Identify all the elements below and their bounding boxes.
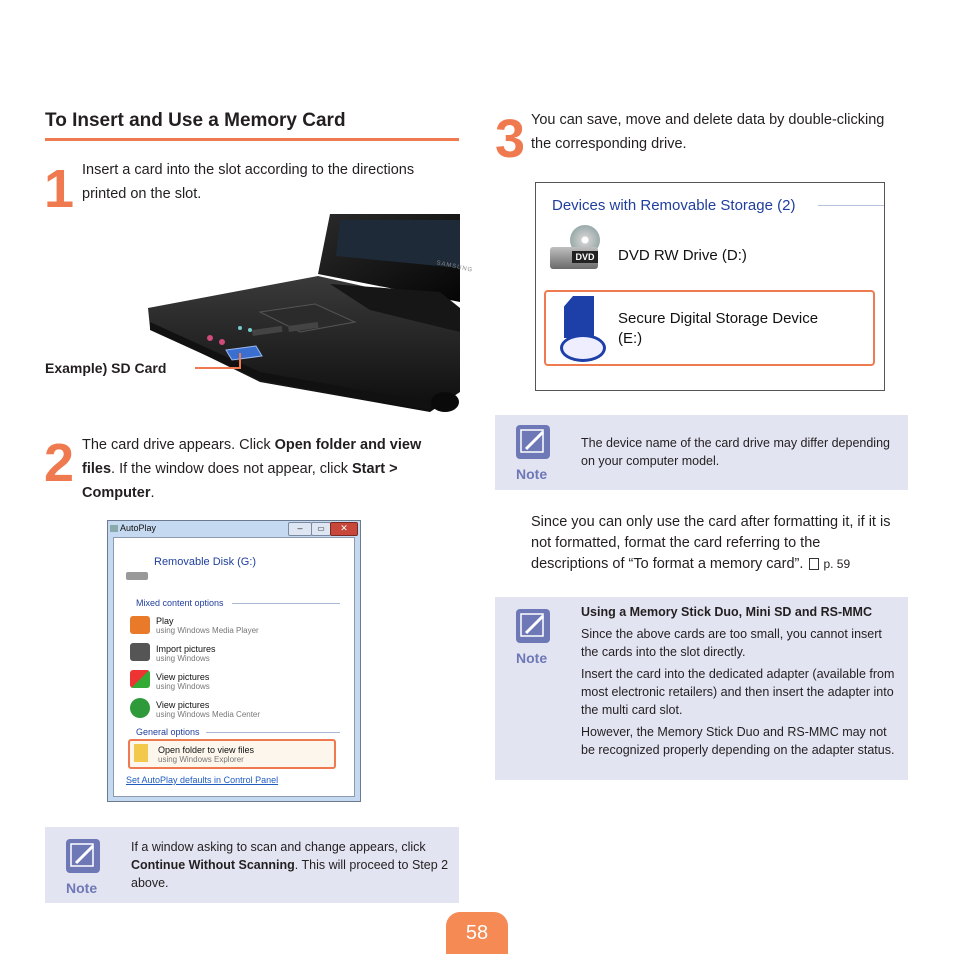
maximize-button[interactable]: ▭ [311,522,331,536]
note-1-text: If a window asking to scan and change appears, click Continue Without Scanning. This will proceed to Step 2 above. [131,840,449,890]
dvd-badge: DVD [572,251,598,263]
note-box-3 [495,597,908,780]
note-2-text: The device name of the card drive may differ depending on your computer model. [581,436,890,468]
removable-storage-panel [535,182,885,391]
option-play[interactable]: Play using Windows Media Player [156,616,259,635]
note-label: Note [516,650,548,666]
autoplay-defaults-link[interactable]: Set AutoPlay defaults in Control Panel [126,775,279,785]
page-reference[interactable]: p. 59 [823,557,851,571]
leader-line [195,367,241,369]
leader-line-vertical [239,353,241,369]
note-label: Note [66,880,98,896]
note-pencil-icon [516,425,550,459]
step-2-text: The card drive appears. Click Open folder and view files. If the window does not appear, click Start > Computer. [82,437,422,501]
folder-icon [134,744,148,762]
laptop-illustration [140,212,460,414]
sd-device-name: Secure Digital Storage Device [618,310,819,327]
sd-card-icon [560,296,598,358]
note-3-title: Using a Memory Stick Duo, Mini SD and RS-MMC [581,605,872,619]
sd-device-item[interactable] [544,290,875,366]
title-underline [45,138,459,141]
note-pencil-icon [66,839,100,873]
general-options-heading: General options [136,727,200,737]
note-box-1 [45,827,459,903]
option-view-pictures[interactable]: View pictures using Windows [156,672,210,691]
step-3-text: You can save, move and delete data by double-clicking the corresponding drive. [531,112,885,152]
option-open-folder[interactable]: Open folder to view files using Windows Explorer [128,739,336,769]
divider [232,603,340,604]
step-number-2: 2 [44,433,73,493]
step-number-3: 3 [495,109,524,169]
note-3-paragraph-3: However, the Memory Stick Duo and RS-MMC may not be recognized properly depending on the adapter status. [581,725,895,757]
dvd-drive-label[interactable]: DVD RW Drive (D:) [618,247,747,264]
note-pencil-icon [516,609,550,643]
page-number: 58 [446,912,508,954]
page-reference-icon [809,558,819,570]
device-name: Removable Disk (G:) [154,556,257,568]
divider [818,205,884,206]
note-box-2 [495,415,908,490]
autoplay-title: AutoPlay [110,523,156,533]
close-button[interactable]: ✕ [330,522,358,536]
autoplay-content [113,537,355,797]
dvd-drive-icon [548,225,604,275]
note-3-body [581,603,901,759]
note-label: Note [516,466,548,482]
divider [206,732,340,733]
media-player-icon [130,616,150,634]
option-view-pictures-media-center[interactable]: View pictures using Windows Media Center [156,700,261,719]
section-title: To Insert and Use a Memory Card [45,110,346,131]
sd-device-letter: (E:) [618,330,643,347]
step-number-1: 1 [44,159,73,219]
format-instruction: Since you can only use the card after formatting it, if it is not formatted, format the card referring to the descriptions of “To format a memory card”. p. 59 [531,514,891,572]
note-3-paragraph-1: Since the above cards are too small, you cannot insert the cards into the slot directly. [581,627,882,659]
minimize-button[interactable]: – [288,522,312,536]
removable-storage-heading: Devices with Removable Storage (2) [552,197,796,214]
camera-icon [130,643,150,661]
note-3-paragraph-2: Insert the card into the dedicated adapter (available from most electronic retailers) and then insert the adapter into the multi card slot. [581,667,895,717]
autoplay-app-icon [110,525,118,532]
photo-viewer-icon [130,670,150,688]
autoplay-window [107,520,361,802]
disk-icon [126,572,148,580]
step-1-text: Insert a card into the slot according to the directions printed on the slot. [82,162,415,202]
mixed-content-heading: Mixed content options [136,598,224,608]
laptop-brand: SAMSUNG [435,260,474,274]
media-center-icon [130,698,150,718]
example-label: Example) SD Card [45,360,167,376]
option-import-pictures[interactable]: Import pictures using Windows [156,644,216,663]
